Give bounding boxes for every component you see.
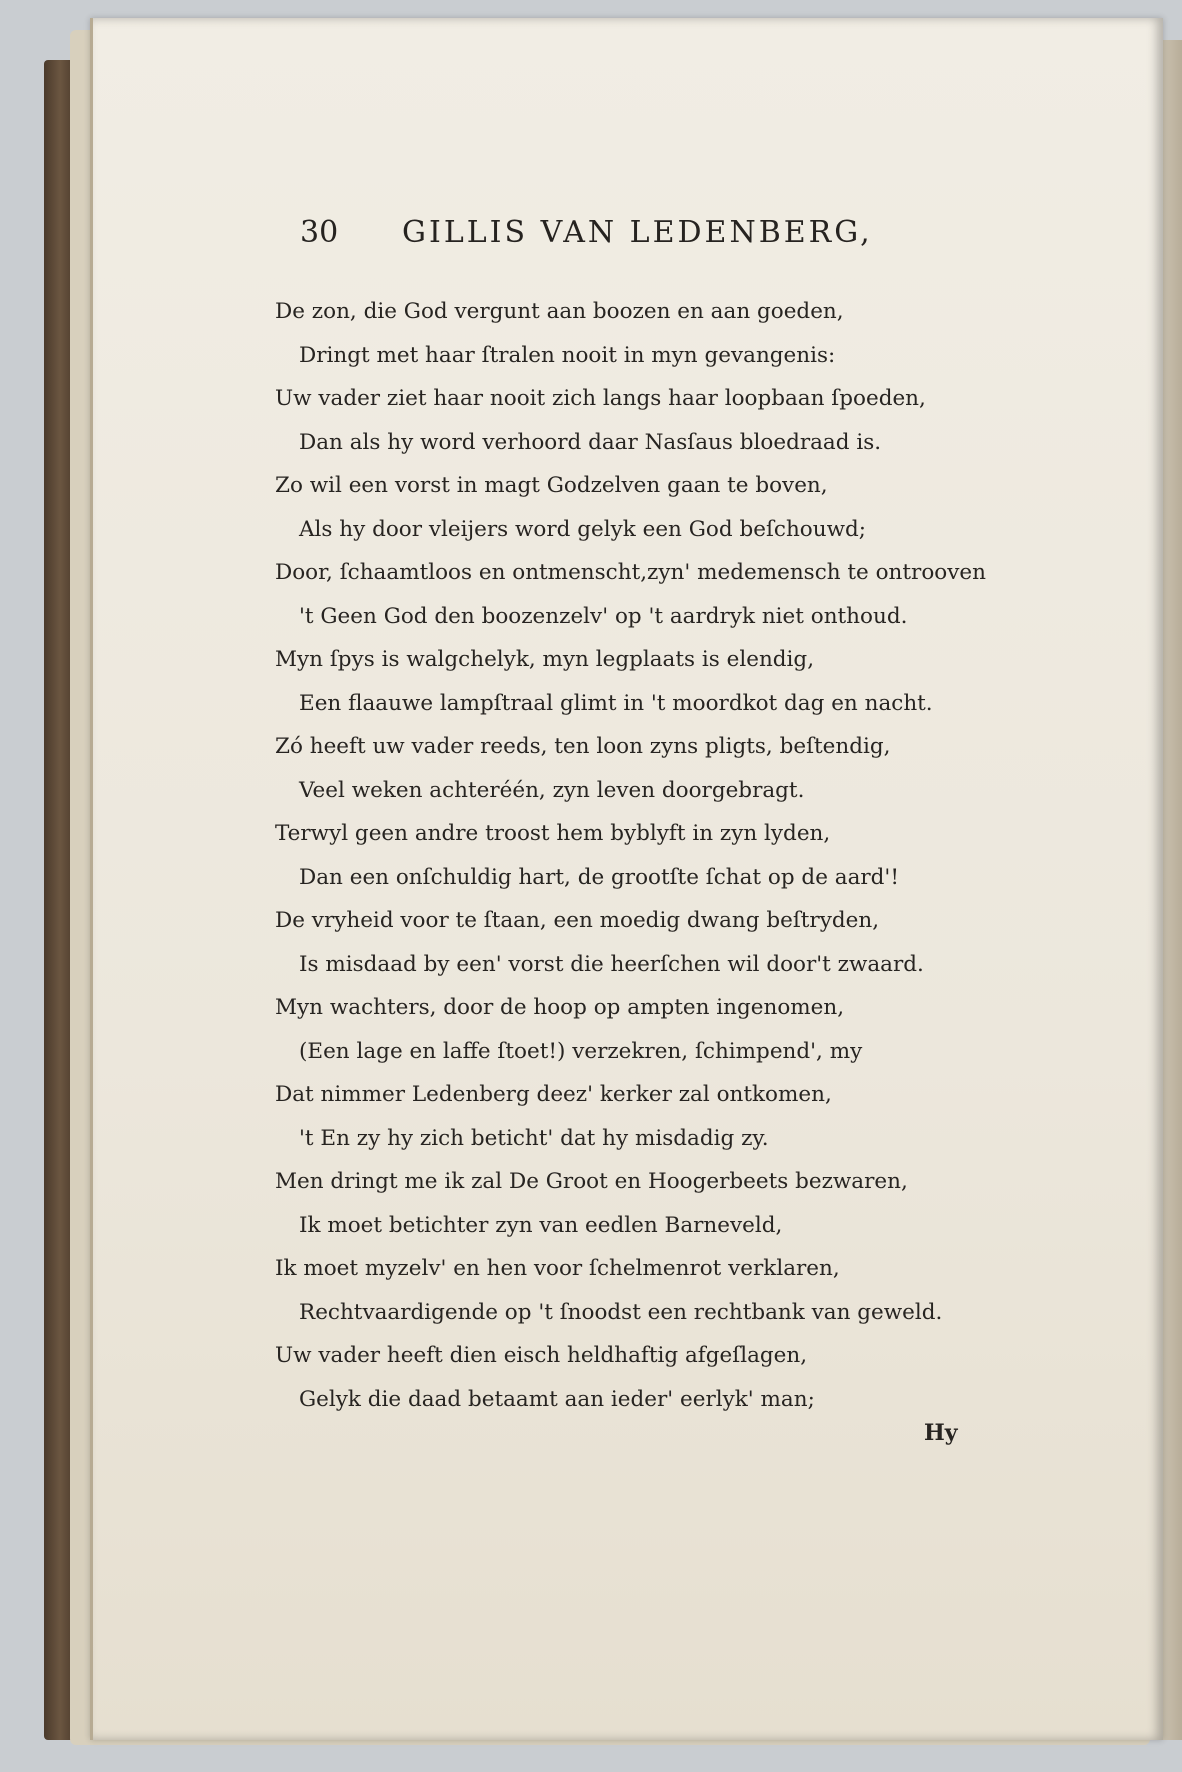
verse-line: Dan een onſchuldig hart, de grootſte ſchat op de aard'! <box>299 864 899 890</box>
page-number: 30 <box>300 215 339 250</box>
running-title: GILLIS VAN LEDENBERG, <box>402 215 873 250</box>
verse-line: Door, ſchaamtloos en ontmenscht,zyn' medemensch te ontrooven <box>275 560 986 585</box>
poem-text <box>275 290 995 1420</box>
verse-line: Zo wil een vorst in magt Godzelven gaan te boven, <box>275 473 828 498</box>
verse-line: Is misdaad by een' vorst die heerſchen wil door't zwaard. <box>299 951 924 977</box>
verse-line: Zó heeft uw vader reeds, ten loon zyns pligts, beſtendig, <box>275 734 891 759</box>
verse-line: Dringt met haar ſtralen nooit in myn gevangenis: <box>299 342 836 368</box>
verse-line: Myn ſpys is walgchelyk, myn legplaats is elendig, <box>275 647 815 672</box>
verse-line: (Een lage en laffe ſtoet!) verzekren, ſchimpend', my <box>299 1038 863 1064</box>
verse-line: Gelyk die daad betaamt aan ieder' eerlyk' man; <box>299 1386 815 1412</box>
verse-line: Uw vader ziet haar nooit zich langs haar loopbaan ſpoeden, <box>275 386 926 411</box>
verse-line: Als hy door vleijers word gelyk een God beſchouwd; <box>299 516 866 542</box>
verse-line: Veel weken achteréén, zyn leven doorgebragt. <box>299 777 805 803</box>
verse-line: 't En zy hy zich beticht' dat hy misdadig zy. <box>299 1125 769 1151</box>
verse-line: 't Geen God den boozenzelv' op 't aardryk niet onthoud. <box>299 603 908 629</box>
verse-line: Rechtvaardigende op 't ſnoodst een rechtbank van geweld. <box>299 1299 943 1325</box>
verse-line: De zon, die God vergunt aan boozen en aan goeden, <box>275 299 844 324</box>
verse-line: Uw vader heeft dien eisch heldhaftig afgeſlagen, <box>275 1343 808 1368</box>
verse-line: Dat nimmer Ledenberg deez' kerker zal ontkomen, <box>275 1082 832 1107</box>
verse-line: Terwyl geen andre troost hem byblyft in zyn lyden, <box>275 821 831 846</box>
verse-line: Een flaauwe lampſtraal glimt in 't moordkot dag en nacht. <box>299 690 933 716</box>
verse-line: Dan als hy word verhoord daar Nasſaus bloedraad is. <box>299 429 882 455</box>
page-header <box>300 215 920 261</box>
verse-line: Ik moet myzelv' en hen voor ſchelmenrot verklaren, <box>275 1256 840 1281</box>
catchword: Hy <box>924 1420 958 1446</box>
verse-line: Myn wachters, door de hoop op ampten ingenomen, <box>275 995 845 1020</box>
verse-line: Ik moet betichter zyn van eedlen Barneveld, <box>299 1212 783 1238</box>
verse-line: Men dringt me ik zal De Groot en Hoogerbeets bezwaren, <box>275 1169 908 1194</box>
verse-line: De vryheid voor te ſtaan, een moedig dwang beſtryden, <box>275 908 880 933</box>
